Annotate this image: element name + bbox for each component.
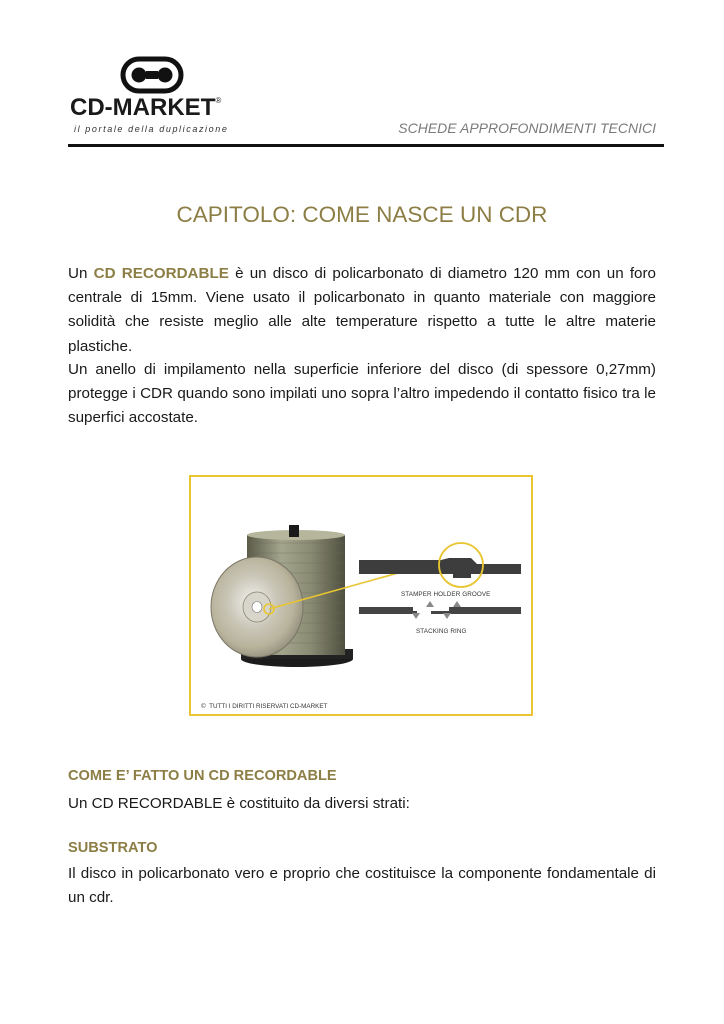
section-label: SCHEDE APPROFONDIMENTI TECNICI — [398, 120, 656, 136]
stamper-holder-groove-label: STAMPER HOLDER GROOVE — [401, 591, 491, 598]
intro-paragraph: Un CD RECORDABLE è un disco di policarbonato di diametro 120 mm con un foro centrale di 15mm. Viene usato il policarbonato in quanto materiale con maggiore solidità che resiste meglio alle alte temperature rispetto a tutte le altre materie plastiche. — [68, 265, 656, 355]
section-heading-structure: COME E’ FATTO UN CD RECORDABLE — [68, 768, 337, 784]
section-heading-substrate: SUBSTRATO — [68, 840, 158, 856]
logo-chain-icon — [120, 56, 184, 94]
spindle-pole — [289, 525, 299, 537]
groove-arrow-right — [453, 601, 461, 607]
cdr-spindle-figure — [189, 475, 533, 716]
header-divider — [68, 144, 664, 147]
logo-wordmark: CD-MARKET® — [70, 94, 222, 121]
disc-cross-section-bottom — [359, 607, 521, 614]
groove-arrow-left — [426, 601, 434, 607]
logo-tagline: il portale della duplicazione — [74, 124, 229, 134]
ring-arrow-left — [412, 613, 420, 619]
page-header — [68, 54, 664, 146]
figure-copyright: © TUTTI I DIRITTI RISERVATI CD-MARKET — [201, 703, 328, 710]
section-text-substrate: Il disco in policarbonato vero e proprio che costituisce la componente fondamentale di un cdr. — [68, 865, 656, 907]
cd-recordable-highlight: CD RECORDABLE — [93, 265, 229, 282]
page-title: CAPITOLO: COME NASCE UN CDR — [176, 202, 548, 227]
cd-market-logo — [68, 54, 248, 138]
stacking-ring-paragraph: Un anello di impilamento nella superficie inferiore del disco (di spessore 0,27mm) protegge i CDR quando sono impilati uno sopra l’altro impedendo il contatto fisico tra le superfici accostate. — [68, 361, 656, 427]
section-text-structure: Un CD RECORDABLE è costituito da diversi strati: — [68, 795, 410, 812]
copyright-icon: © — [201, 703, 206, 710]
ring-arrow-right — [443, 613, 451, 619]
stacking-ring-label: STACKING RING — [416, 628, 467, 635]
